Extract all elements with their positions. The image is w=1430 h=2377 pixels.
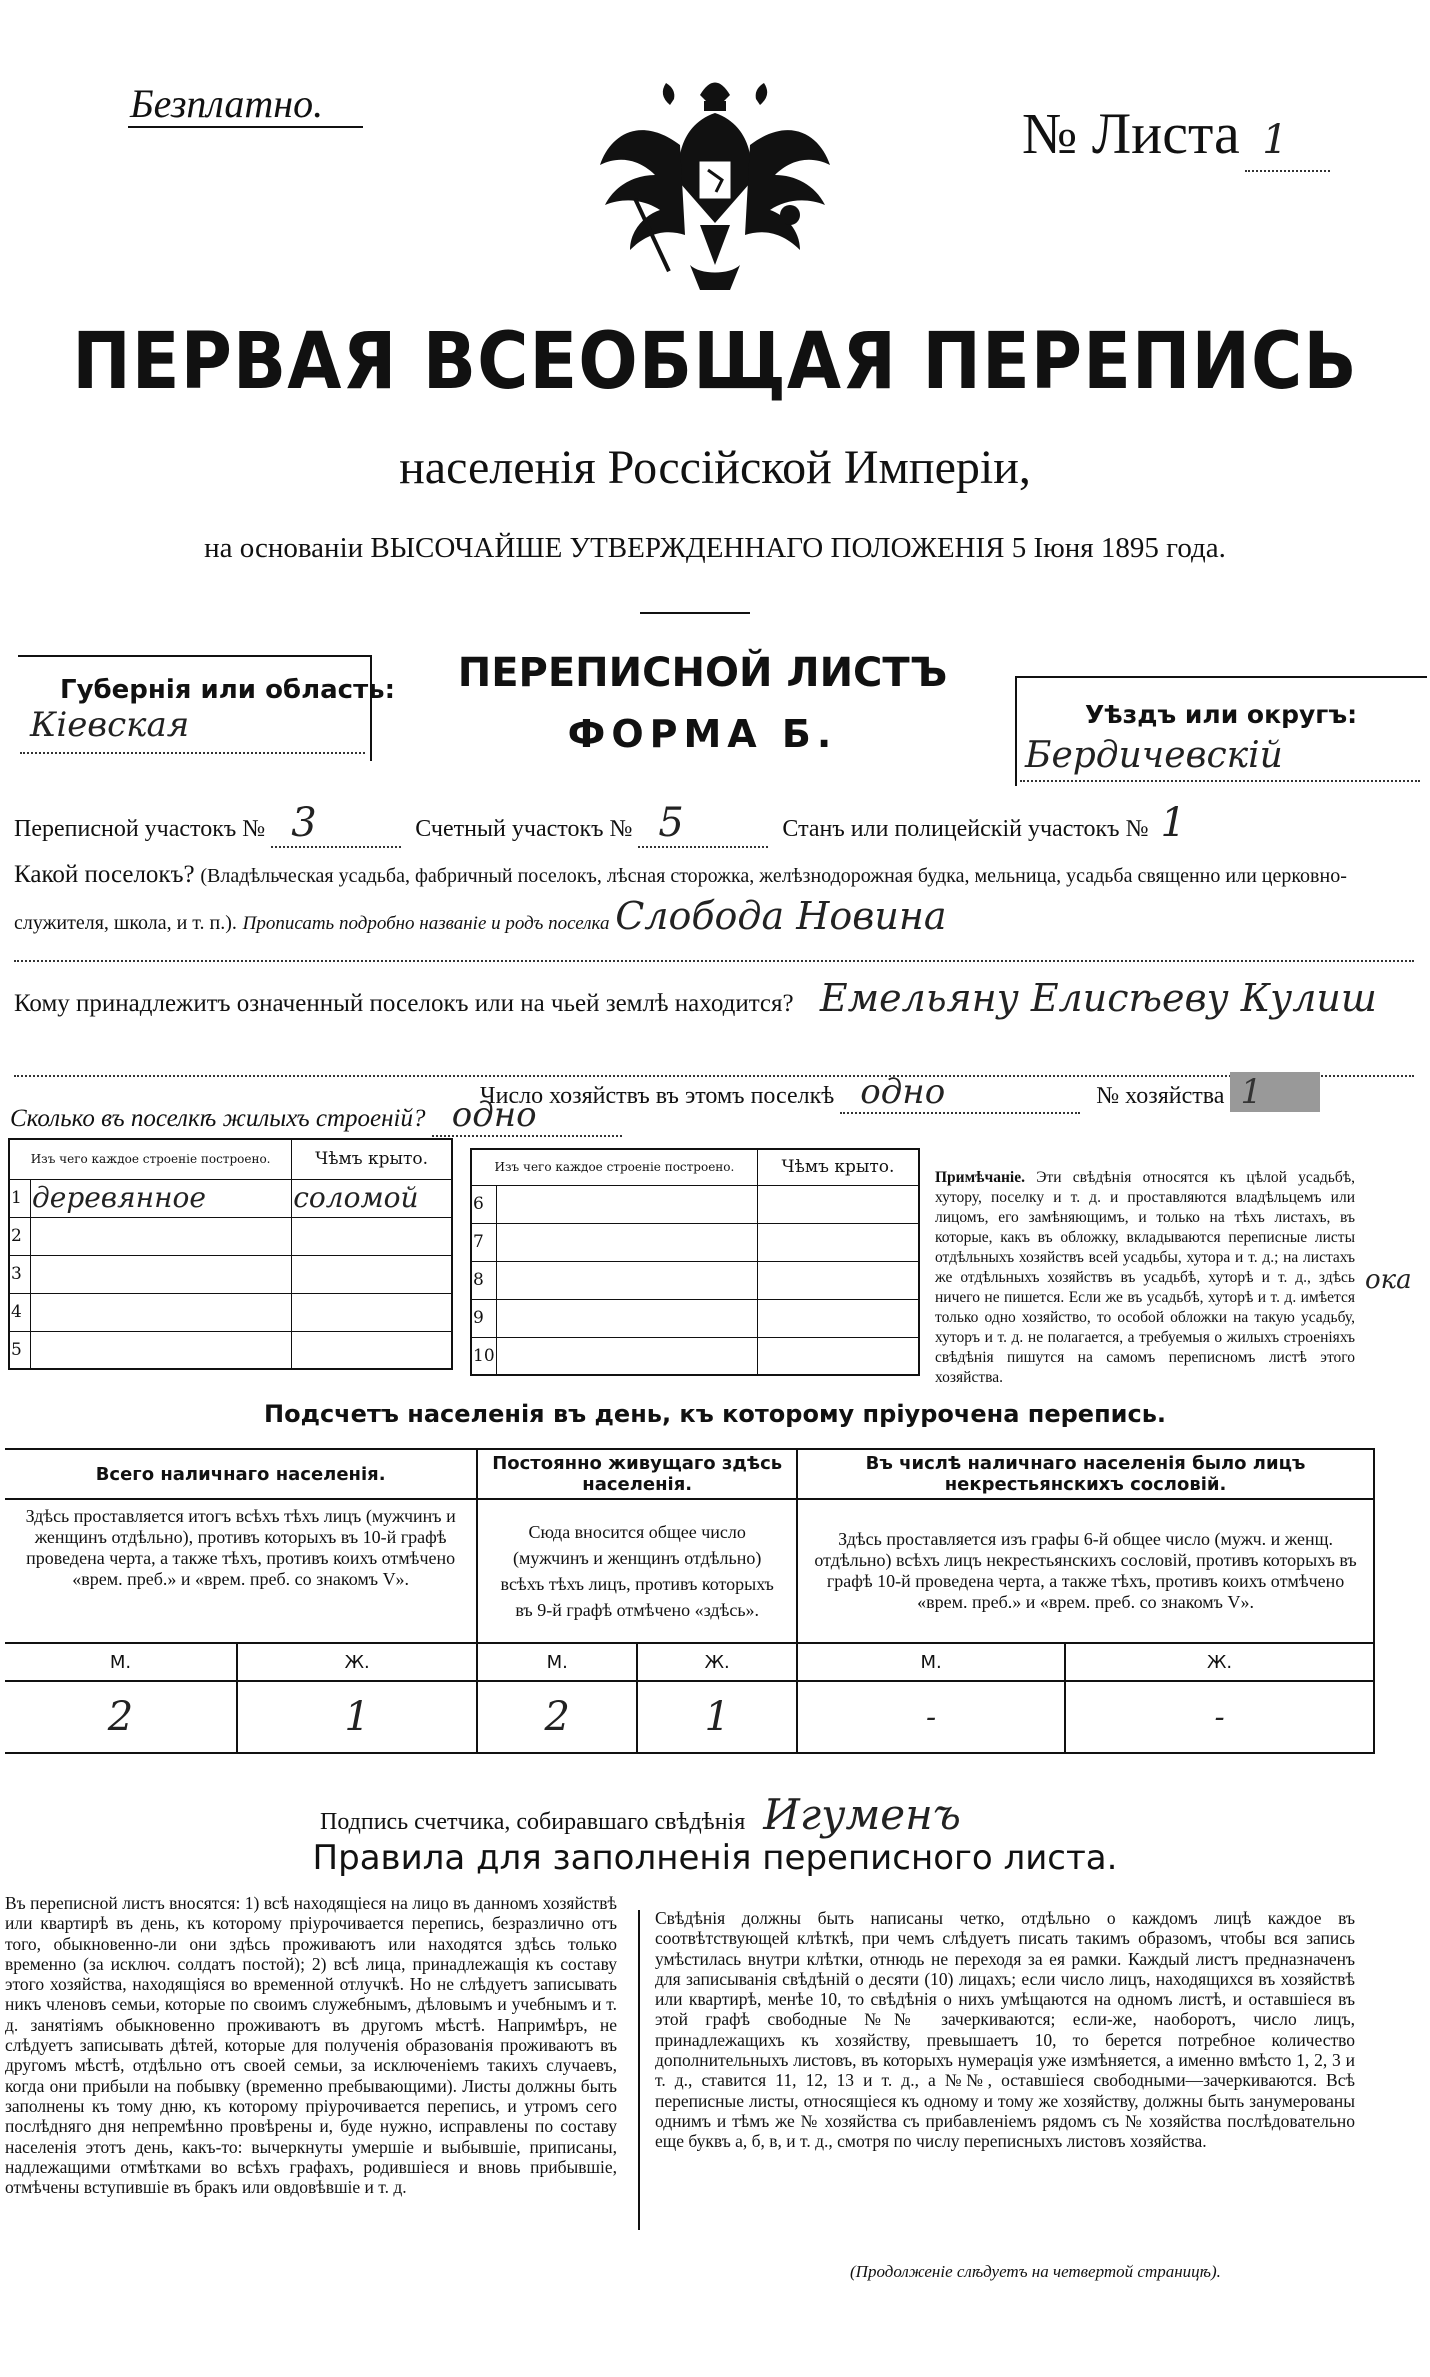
row-number: 1 — [9, 1179, 31, 1217]
census-area-row — [14, 800, 1424, 848]
rules-divider — [638, 1910, 640, 2230]
settlement-value: Слобода Новина — [615, 894, 947, 938]
nonpeasant-f-value: - — [1065, 1681, 1374, 1753]
note-text: Эти свѣдѣнія относятся къ цѣлой усадьбѣ, хутору, поселку и т. д. и проставляются владѣльцемъ или лицомъ, его замѣняющимъ, и только на тѣхъ листахъ, въ которые, какъ въ обложку, вкладываются переписные листы отдѣльныхъ хозяйствъ всей усадьбы, хутора и т. д.; на листахъ же отдѣльныхъ хозяйствъ въ усадьбѣ, хуторѣ и т. д., здѣсь ничего не пишется. Если же въ усадьбѣ, хуторѣ и т. д. имѣется только одно хозяйство, то особой обложки на такую усадьбу, хуторъ и т. д. не полагается, а требуемыя о жилыхъ строеніяхъ свѣдѣнія пишутся на самомъ переписномъ листѣ этого хозяйства. — [935, 1169, 1355, 1386]
note-label: Примѣчаніе. — [935, 1169, 1025, 1186]
sheet-label-text: № Листа — [1022, 101, 1240, 166]
f-label: Ж. — [1065, 1643, 1374, 1681]
count-area-value: 5 — [638, 800, 768, 848]
settlement-dots — [14, 960, 1414, 962]
total-m-value: 2 — [5, 1681, 237, 1753]
settlement-row — [14, 855, 1419, 944]
row-number: 3 — [9, 1255, 31, 1293]
signature-value: Игуменъ — [763, 1790, 961, 1839]
population-title: Подсчетъ населенія въ день, къ которому пріурочена перепись. — [264, 1400, 1166, 1428]
total-f-value: 1 — [237, 1681, 477, 1753]
buildings-value: одно — [432, 1095, 622, 1137]
resident-m-value: 2 — [477, 1681, 637, 1753]
sheet-number-dots — [1245, 170, 1330, 172]
table-row — [9, 1255, 452, 1293]
nonpeasant-m-value: - — [797, 1681, 1065, 1753]
province-label: Губернія или область: — [60, 675, 395, 705]
f-label: Ж. — [237, 1643, 477, 1681]
table-row — [9, 1331, 452, 1369]
row-number: 7 — [471, 1223, 497, 1261]
free-underline — [128, 126, 363, 128]
row-number: 8 — [471, 1261, 497, 1299]
col2-title: Постоянно живущаго здѣсь населенія. — [477, 1449, 797, 1499]
col-roof-right: Чѣмъ крыто. — [757, 1149, 919, 1185]
row-number: 4 — [9, 1293, 31, 1331]
form-title: ФОРМА Б. — [567, 712, 838, 756]
district-dots — [1020, 780, 1420, 782]
col-material-right: Изъ чего каждое строеніе построено. — [471, 1149, 757, 1185]
owner-value: Емельяну Елисѣеву Кулиш — [819, 976, 1377, 1020]
households-label: Число хозяйствъ въ этомъ поселкѣ — [480, 1083, 835, 1109]
province-dots — [20, 752, 365, 754]
m-label: М. — [477, 1643, 637, 1681]
col2-text: Сюда вносится общее число (мужчинъ и женщинъ отдѣльно) всѣхъ тѣхъ лицъ, противъ которыхъ въ 9-й графѣ отмѣчено «здѣсь». — [477, 1499, 797, 1643]
row-number: 9 — [471, 1299, 497, 1337]
sheet-title: ПЕРЕПИСНОЙ ЛИСТЪ — [457, 650, 948, 696]
table-row — [9, 1217, 452, 1255]
free-label: Безплатно. — [130, 81, 324, 126]
table-row — [471, 1223, 919, 1261]
buildings-table-left — [8, 1138, 453, 1370]
households-value: одно — [840, 1072, 1080, 1114]
buildings-row — [10, 1095, 622, 1137]
page-subtitle: населенія Россійской Имперіи, — [399, 441, 1031, 494]
imperial-eagle-icon — [590, 65, 840, 305]
table-row — [471, 1185, 919, 1223]
col3-text: Здѣсь проставляется изъ графы 6-й общее число (мужч. и женщ. отдѣльно) всѣхъ лицъ некрестьянскихъ сословій, противъ которыхъ въ графѣ 10-й проведена черта, а также тѣхъ, противъ коихъ отмѣчено «врем. преб.» и «врем. преб. со знакомъ V». — [797, 1499, 1374, 1643]
rules-continued: (Продолженіе слѣдуетъ на четвертой страницѣ). — [850, 2262, 1221, 2281]
signature-row — [320, 1790, 961, 1839]
census-area-value: 3 — [271, 800, 401, 848]
settlement-hint: (Владѣльческая усадьба, фабричный поселокъ, лѣсная сторожка, желѣзнодорожная будка, мельница, усадьба священно или церковно-служителя, школа, и т. п.). — [14, 865, 1347, 934]
settlement-label: Какой поселокъ? — [14, 861, 195, 888]
district-value: Бердичевскій — [1025, 735, 1283, 776]
col-roof: Чѣмъ крыто. — [292, 1139, 452, 1179]
page-title: ПЕРВАЯ ВСЕОБЩАЯ ПЕРЕПИСЬ — [72, 315, 1358, 407]
table-row — [471, 1337, 919, 1375]
buildings-table-right — [470, 1148, 920, 1376]
table-row — [9, 1179, 452, 1217]
settlement-hint2: Прописать подробно названіе и родъ поселка — [242, 913, 610, 934]
table-row — [471, 1261, 919, 1299]
owner-row — [14, 975, 1414, 1027]
row-roof: соломой — [292, 1179, 452, 1217]
owner-label: Кому принадлежитъ означенный поселокъ или на чьей землѣ находится? — [14, 990, 794, 1017]
m-label: М. — [5, 1643, 237, 1681]
rules-title: Правила для заполненія переписного листа. — [312, 1838, 1118, 1878]
row-number: 2 — [9, 1217, 31, 1255]
row-number: 10 — [471, 1337, 497, 1375]
district-label: Уѣздъ или округъ: — [1085, 700, 1358, 729]
signature-label: Подпись счетчика, собиравшаго свѣдѣнія — [320, 1809, 746, 1835]
divider — [640, 612, 750, 614]
note-block — [935, 1168, 1355, 1388]
household-no-value: 1 — [1230, 1072, 1320, 1112]
sheet-number-value: 1 — [1262, 117, 1288, 163]
rules-left: Въ переписной листъ вносятся: 1) всѣ находящіеся на лицо въ данномъ хозяйствѣ или квартирѣ въ день, къ которому пріурочивается перепись, безразлично отъ того, обыкновенно-ли они здѣсь проживаютъ или находятся здѣсь только временно (за исключ. солдатъ постой); 2) всѣ лица, принадлежащія къ составу этого хозяйства, находящіяся во временной отлучкѣ. Но не слѣдуетъ записывать никъ членовъ семьи, которые по своимъ служебнымъ, дѣловымъ и учебнымъ и т. д. занятіямъ обыкновенно проживаютъ въ другомъ мѣстѣ. Напримѣръ, не слѣдуетъ записывать дѣтей, которые для полученія образованія проживаютъ въ другомъ мѣстѣ, отдѣльно отъ своей семьи, за исключеніемъ такихъ случаевъ, когда они прибыли на побывку (временно пребывающими). Листы должны быть заполнены къ тому дню, къ которому пріурочивается перепись, и утромъ сего послѣдняго дня непремѣнно провѣрены и, буде нужно, исправлены по составу населенія этотъ день, какъ-то: вычеркнуты умершіе и выбывшіе, приписаны, надлежащими отмѣтками во всѣхъ графахъ, родившіеся и вновь прибывшіе, отмѣчены вступившіе въ бракъ или овдовѣвшіе и т. д. — [5, 1893, 617, 2198]
police-area-label: Станъ или полицейскій участокъ № — [782, 816, 1149, 842]
col1-text: Здѣсь проставляется итогъ всѣхъ тѣхъ лицъ (мужчинъ и женщинъ отдѣльно), противъ которыхъ въ 10-й графѣ проведена черта, а также тѣхъ, противъ коихъ отмѣчено «врем. преб.» и «врем. преб. со знакомъ V». — [5, 1499, 477, 1643]
row-number: 6 — [471, 1185, 497, 1223]
f-label: Ж. — [637, 1643, 797, 1681]
table-row — [471, 1299, 919, 1337]
count-area-label: Счетный участокъ № — [415, 816, 633, 842]
col3-title: Въ числѣ наличнаго населенія было лицъ некрестьянскихъ сословій. — [797, 1449, 1374, 1499]
col1-title: Всего наличнаго населенія. — [5, 1449, 477, 1499]
census-area-label: Переписной участокъ № — [14, 816, 266, 842]
table-row — [9, 1293, 452, 1331]
province-value: Кіевская — [30, 705, 190, 745]
household-no-label: № хозяйства — [1096, 1083, 1225, 1109]
page-basis: на основаніи ВЫСОЧАЙШЕ УТВЕРЖДЕННАГО ПОЛОЖЕНІЯ 5 Іюня 1895 года. — [204, 532, 1226, 564]
police-area-value: 1 — [1160, 800, 1186, 846]
row-number: 5 — [9, 1331, 31, 1369]
population-table — [5, 1448, 1375, 1754]
rules-right: Свѣдѣнія должны быть написаны четко, отдѣльно о каждомъ лицѣ каждое въ соотвѣтствующей клѣткѣ, при чемъ слѣдуетъ писать такимъ образомъ, чтобы вся запись умѣстилась внутри клѣтки, отнюдь не переходя за ея рамки. Каждый листъ предназначенъ для записыванія свѣдѣній о десяти (10) лицахъ; если число лицъ, находящихся въ хозяйствѣ или квартирѣ, менѣе 10, то свѣдѣнія о нихъ умѣщаются на одномъ листѣ, и оставшіеся въ этой графѣ свободные №№ зачеркиваются; если-же, наоборотъ, число лицъ, принадлежащихъ къ хозяйству, превышаетъ 10, то берется потребное количество дополнительныхъ листовъ, въ которыхъ нумерація уже измѣняется, а именно вмѣсто 1, 2, 3 и т. д., ставится 11, 12, 13 и т. д., а №№, оставшіеся свободными—зачеркиваются. Всѣ переписные листы, относящіеся къ одному и тому же хозяйству, должны быть занумерованы однимъ и тѣмъ же № хозяйства съ прибавленіемъ рядомъ съ № хозяйства послѣдовательно еще буквъ а, б, в, и т. д., смотря по числу переписныхъ листовъ хозяйства. — [655, 1908, 1355, 2152]
buildings-label: Сколько въ поселкѣ жилыхъ строеній? — [10, 1105, 426, 1132]
m-label: М. — [797, 1643, 1065, 1681]
row-material: деревянное — [31, 1179, 292, 1217]
col-material: Изъ чего каждое строеніе построено. — [9, 1139, 292, 1179]
margin-mark: ока — [1365, 1265, 1412, 1295]
sheet-number-label — [1022, 100, 1288, 167]
resident-f-value: 1 — [637, 1681, 797, 1753]
